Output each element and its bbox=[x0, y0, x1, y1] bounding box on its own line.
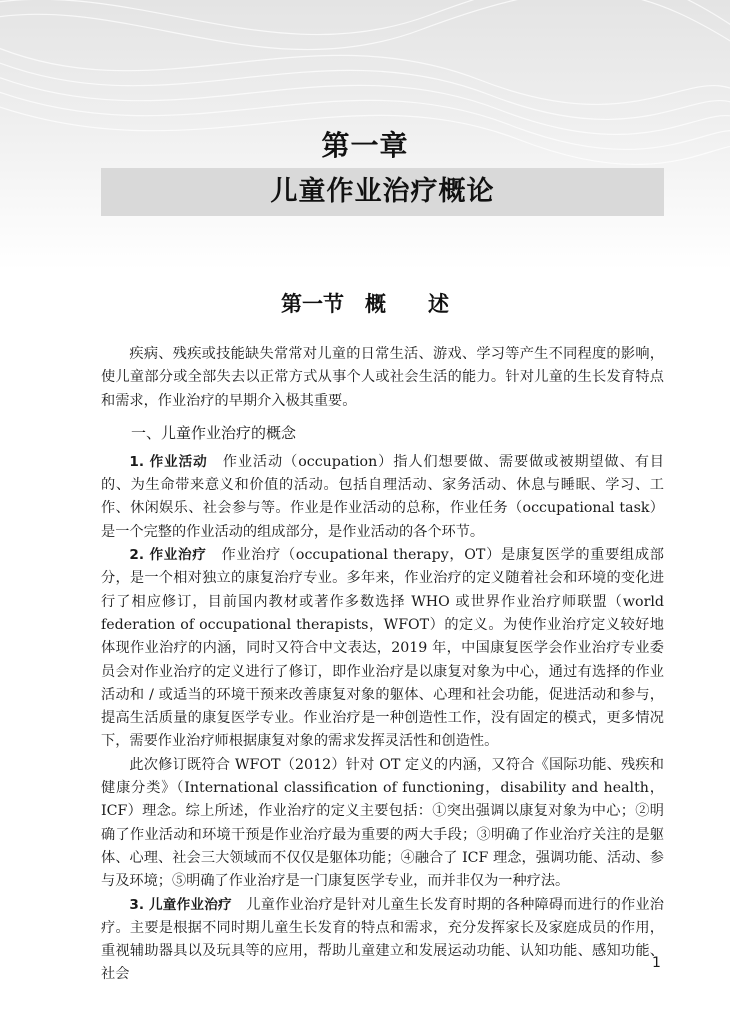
body-text bbox=[101, 343, 664, 987]
paragraph-occupation bbox=[101, 451, 664, 544]
section-title: 第一节 概 述 bbox=[281, 291, 449, 316]
term-pediatric-ot: 3. 儿童作业治疗 bbox=[129, 896, 232, 913]
paragraph-revision: 此次修订既符合 WFOT（2012）针对 OT 定义的内涵，又符合《国际功能、残疾和健康分类》（International classification of functioning，disability and health，ICF）理念。综上所述，作业治疗的定义主要包括：①突出强调以康复对象为中心；②明确了作业活动和环境干预是作业治疗最为重要的两大手段；③明确了作业治疗关注的是躯体、心理、社会三大领域而不仅仅是躯体功能；④融合了 ICF 理念，强调功能、活动、参与及环境；⑤明确了作业治疗是一门康复医学专业，而并非仅为一种疗法。 bbox=[101, 756, 664, 890]
chapter-title: 儿童作业治疗概论 bbox=[270, 176, 495, 207]
paragraph-pediatric-ot bbox=[101, 894, 664, 987]
page-number: 1 bbox=[652, 955, 661, 971]
chapter-number: 第一章 bbox=[321, 129, 409, 162]
text-pediatric-ot: 儿童作业治疗是针对儿童生长发育时期的各种障碍而进行的作业治疗。主要是根据不同时期儿童生长发育的特点和需求，充分发挥家长及家庭成员的作用，重视辅助器具以及玩具等的应用，帮助儿童建立和发展运动功能、认知功能、感知功能、社会 bbox=[101, 896, 664, 983]
text-occupational-therapy: 作业治疗（occupational therapy，OT）是康复医学的重要组成部分，是一个相对独立的康复治疗专业。多年来，作业治疗的定义随着社会和环境的变化进行了相应修订，目前国内教材或著作多数选择 WHO 或世界作业治疗师联盟（world federation of occupational therapists，WFOT）的定义。为使作业治疗定义较好地体现作业治疗的内涵，同时又符合中文表达，2019 年，中国康复医学会作业治疗专业委员会对作业治疗的定义进行了修订，即作业治疗是以康复对象为中心，通过有选择的作业活动和 / 或适当的环境干预来改善康复对象的躯体、心理和社会功能，促进活动和参与，提高生活质量的康复医学专业。作业治疗是一种创造性工作，没有固定的模式，更多情况下，需要作业治疗师根据康复对象的需求发挥灵活性和创造性。 bbox=[101, 547, 664, 750]
paragraph-occupational-therapy bbox=[101, 544, 664, 754]
term-occupational-therapy: 2. 作业治疗 bbox=[129, 547, 207, 564]
text-occupation: 作业活动（occupation）指人们想要做、需要做或被期望做、有目的、为生命带来意义和价值的活动。包括自理活动、家务活动、休息与睡眠、学习、工作、休闲娱乐、社会参与等。作业是作业活动的总称，作业任务（occupational task）是一个完整的作业活动的组成部分，是作业活动的各个环节。 bbox=[101, 453, 664, 540]
intro-paragraph: 疾病、残疾或技能缺失常常对儿童的日常生活、游戏、学习等产生不同程度的影响，使儿童部分或全部失去以正常方式从事个人或社会生活的能力。针对儿童的生长发育特点和需求，作业治疗的早期介入极其重要。 bbox=[101, 346, 664, 409]
term-occupation: 1. 作业活动 bbox=[129, 453, 208, 470]
subheading-concept: 一、儿童作业治疗的概念 bbox=[131, 423, 297, 442]
